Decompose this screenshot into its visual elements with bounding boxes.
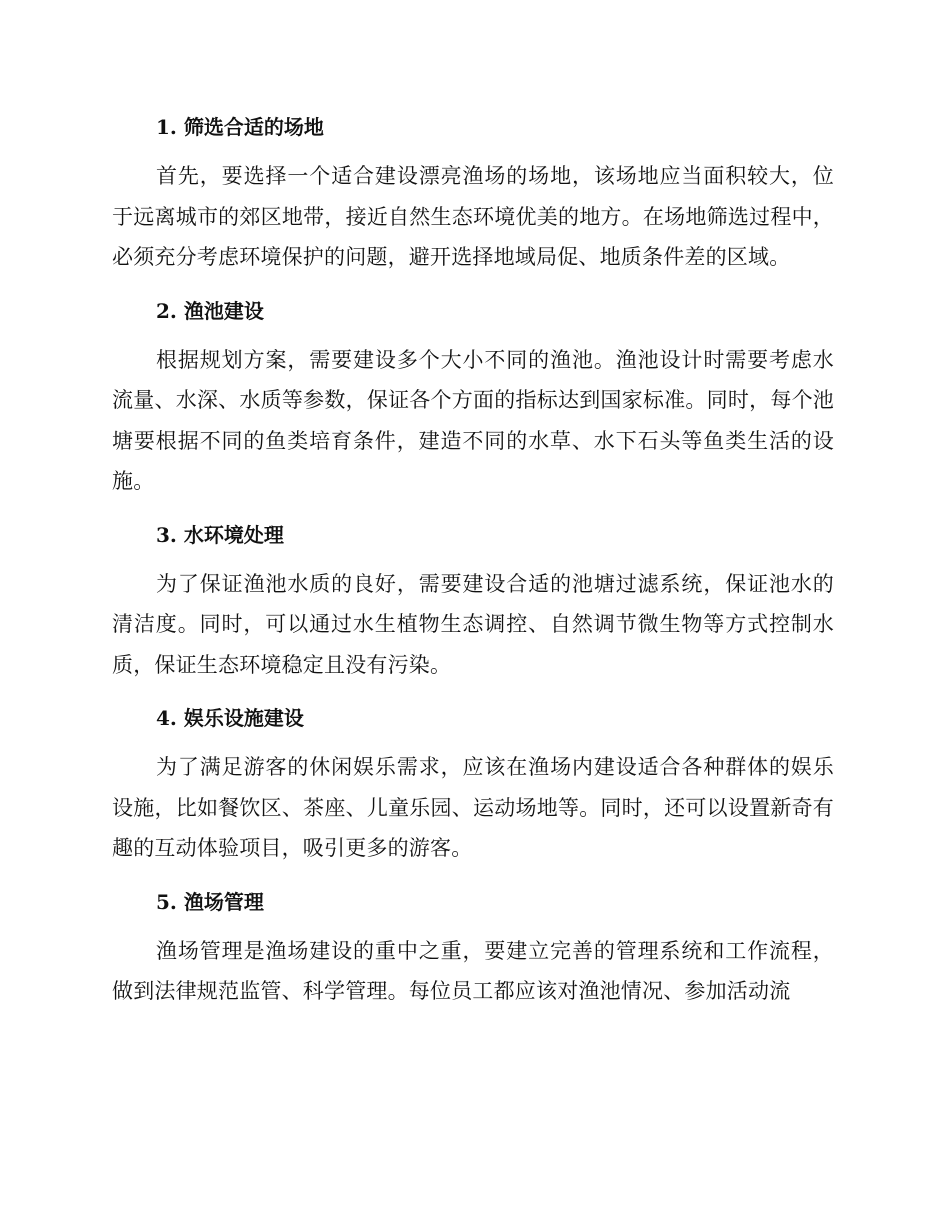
section-heading: 1. 筛选合适的场地 (156, 115, 324, 139)
section-water-treatment (112, 516, 834, 686)
section-entertainment-facilities (112, 699, 834, 869)
section-heading: 2. 渔池建设 (156, 298, 264, 323)
section-paragraph: 首先，要选择一个适合建设漂亮渔场的场地，该场地应当面积较大，位于远离城市的郊区地带，接近自然生态环境优美的地方。在场地筛选过程中，必须充分考虑环境保护的问题，避开选择地域局促、地质条件差的区域。 (112, 164, 834, 269)
section-heading: 5. 渔场管理 (156, 889, 264, 914)
section-pond-construction (112, 292, 834, 502)
section-heading: 3. 水环境处理 (156, 522, 284, 547)
section-paragraph: 为了满足游客的休闲娱乐需求，应该在渔场内建设适合各种群体的娱乐设施，比如餐饮区、茶座、儿童乐园、运动场地等。同时，还可以设置新奇有趣的互动体验项目，吸引更多的游客。 (112, 755, 834, 860)
section-paragraph: 为了保证渔池水质的良好，需要建设合适的池塘过滤系统，保证池水的清洁度。同时，可以通过水生植物生态调控、自然调节微生物等方式控制水质，保证生态环境稳定且没有污染。 (112, 571, 834, 677)
section-paragraph: 根据规划方案，需要建设多个大小不同的渔池。渔池设计时需要考虑水流量、水深、水质等参数，保证各个方面的指标达到国家标准。同时，每个池塘要根据不同的鱼类培育条件，建造不同的水草、水下石头等鱼类生活的设施。 (112, 347, 834, 493)
section-fishery-management (112, 883, 834, 1012)
section-heading: 4. 娱乐设施建设 (156, 706, 304, 730)
section-paragraph: 渔场管理是渔场建设的重中之重，要建立完善的管理系统和工作流程，做到法律规范监管、科学管理。每位员工都应该对渔池情况、参加活动流 (112, 938, 834, 1003)
document-page (112, 108, 834, 1026)
section-site-selection (112, 108, 834, 278)
